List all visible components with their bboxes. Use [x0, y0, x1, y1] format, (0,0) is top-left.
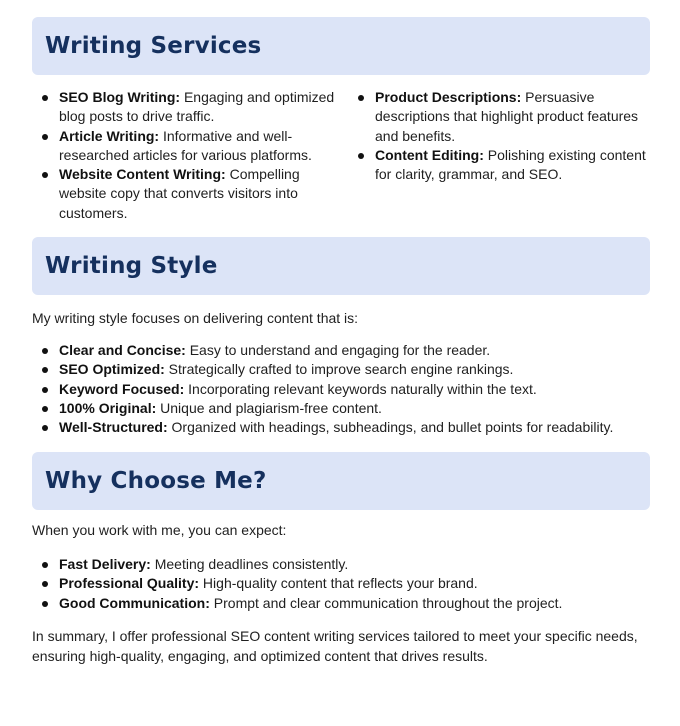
- summary-paragraph: In summary, I offer professional SEO content writing services tailored to meet your specific needs, ensuring high-quality, engaging, and optimized content that drives results.: [32, 628, 638, 664]
- writing-services-right-column: [348, 88, 650, 184]
- list-item-term: Content Editing:: [375, 146, 484, 163]
- writing-services-right-list: [348, 88, 650, 184]
- list-item-term: Website Content Writing:: [59, 166, 226, 183]
- writing-style-list-container: [32, 341, 652, 437]
- list-item-desc: Prompt and clear communication throughout the project.: [209, 594, 563, 611]
- list-item: [32, 380, 652, 399]
- writing-style-intro: My writing style focuses on delivering content that is:: [32, 310, 359, 326]
- writing-services-heading: Writing Services: [45, 33, 262, 59]
- list-item: [32, 399, 652, 418]
- list-item-desc: Incorporating relevant keywords naturally within the text.: [184, 380, 537, 397]
- list-item-term: Fast Delivery:: [59, 556, 151, 572]
- why-choose-me-list-container: [32, 555, 652, 613]
- list-item: [32, 418, 652, 437]
- list-item: [32, 555, 652, 574]
- list-item: [32, 341, 652, 360]
- list-item-term: Clear and Concise:: [59, 342, 186, 358]
- list-item-term: Good Communication:: [59, 594, 210, 611]
- list-item-desc: Informative and well-researched articles for various platforms.: [59, 127, 312, 163]
- list-item-desc: Organized with headings, subheadings, and bullet points for readability.: [167, 419, 614, 436]
- list-item-desc: Easy to understand and engaging for the reader.: [185, 342, 491, 358]
- why-choose-me-header: [32, 452, 650, 510]
- writing-style-header: [32, 237, 650, 295]
- list-item-desc: Unique and plagiarism-free content.: [156, 399, 382, 416]
- writing-services-left-column: [32, 88, 342, 223]
- list-item: [32, 88, 342, 127]
- list-item-desc: Strategically crafted to improve search engine rankings.: [164, 361, 514, 378]
- list-item: [32, 165, 342, 223]
- list-item-term: Article Writing:: [59, 127, 160, 144]
- writing-style-list: [32, 341, 652, 437]
- list-item-desc: Compelling website copy that converts visitors into customers.: [59, 166, 300, 221]
- why-choose-me-intro: When you work with me, you can expect:: [32, 522, 287, 538]
- list-item-desc: High-quality content that reflects your brand.: [199, 575, 478, 592]
- list-item-desc: Meeting deadlines consistently.: [150, 556, 349, 572]
- writing-style-heading: Writing Style: [45, 253, 218, 279]
- list-item-term: 100% Original:: [59, 399, 157, 416]
- list-item-desc: Engaging and optimized blog posts to drive traffic.: [59, 89, 335, 125]
- why-choose-me-heading: Why Choose Me?: [45, 468, 267, 494]
- writing-services-header: [32, 17, 650, 75]
- list-item-term: Professional Quality:: [59, 575, 200, 592]
- list-item-term: Keyword Focused:: [59, 380, 185, 397]
- list-item-term: Product Descriptions:: [375, 89, 522, 105]
- list-item: [348, 88, 650, 146]
- list-item-term: Well-Structured:: [59, 419, 168, 436]
- list-item-term: SEO Blog Writing:: [59, 89, 181, 105]
- list-item: [32, 360, 652, 379]
- list-item: [348, 146, 650, 185]
- list-item: [32, 127, 342, 166]
- list-item-term: SEO Optimized:: [59, 361, 165, 378]
- why-choose-me-list: [32, 555, 652, 613]
- list-item: [32, 574, 652, 593]
- writing-services-left-list: [32, 88, 342, 223]
- list-item-desc: Polishing existing content for clarity, grammar, and SEO.: [375, 146, 646, 183]
- list-item-desc: Persuasive descriptions that highlight product features and benefits.: [375, 89, 639, 144]
- list-item: [32, 594, 652, 613]
